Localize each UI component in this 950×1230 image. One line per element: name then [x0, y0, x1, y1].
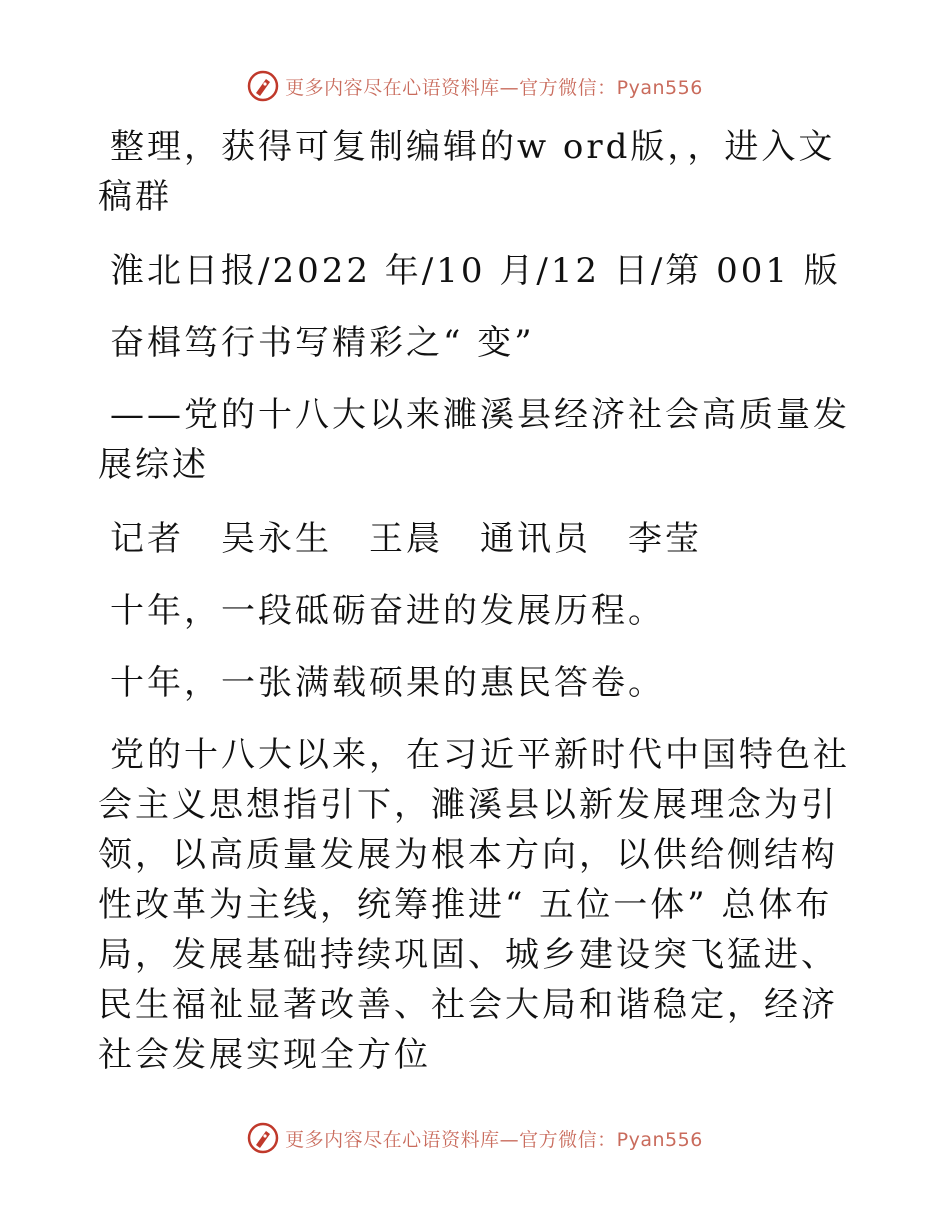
body-paragraph: 十年，一段砥砺奋进的发展历程。 — [110, 591, 665, 631]
source-line: 淮北日报/2022 年/10 月/12 日/第 001 版 — [110, 251, 841, 291]
intro-note-paragraph: 整理，获得可复制编辑的w ord版，，进入文稿群 — [98, 127, 836, 217]
watermark-text: 更多内容尽在心语资料库—官方微信：Pyan556 — [285, 76, 703, 99]
article-title: 奋楫笃行书写精彩之“ 变” — [110, 323, 535, 363]
header-watermark-banner — [0, 70, 950, 102]
footer-watermark-banner — [0, 1122, 950, 1154]
article-subtitle: ——党的十八大以来濉溪县经济社会高质量发展综述 — [98, 395, 850, 485]
pen-nib-logo-icon — [247, 1122, 279, 1154]
pen-nib-logo-icon — [247, 70, 279, 102]
byline: 记者 吴永生 王晨 通讯员 李莹 — [110, 519, 702, 559]
document-body — [98, 122, 850, 1104]
watermark-text: 更多内容尽在心语资料库—官方微信：Pyan556 — [285, 1128, 703, 1151]
body-paragraph: 十年，一张满载硕果的惠民答卷。 — [110, 663, 665, 703]
body-paragraph: 党的十八大以来，在习近平新时代中国特色社会主义思想指引下，濉溪县以新发展理念为引领，以高质量发展为根本方向，以供给侧结构性改革为主线，统筹推进“ 五位一体” 总体布局，发展基础持续巩固、城乡建设突飞猛进、民生福祉显著改善、社会大局和谐稳定，经济社会发展实现全方位 — [98, 735, 850, 1075]
